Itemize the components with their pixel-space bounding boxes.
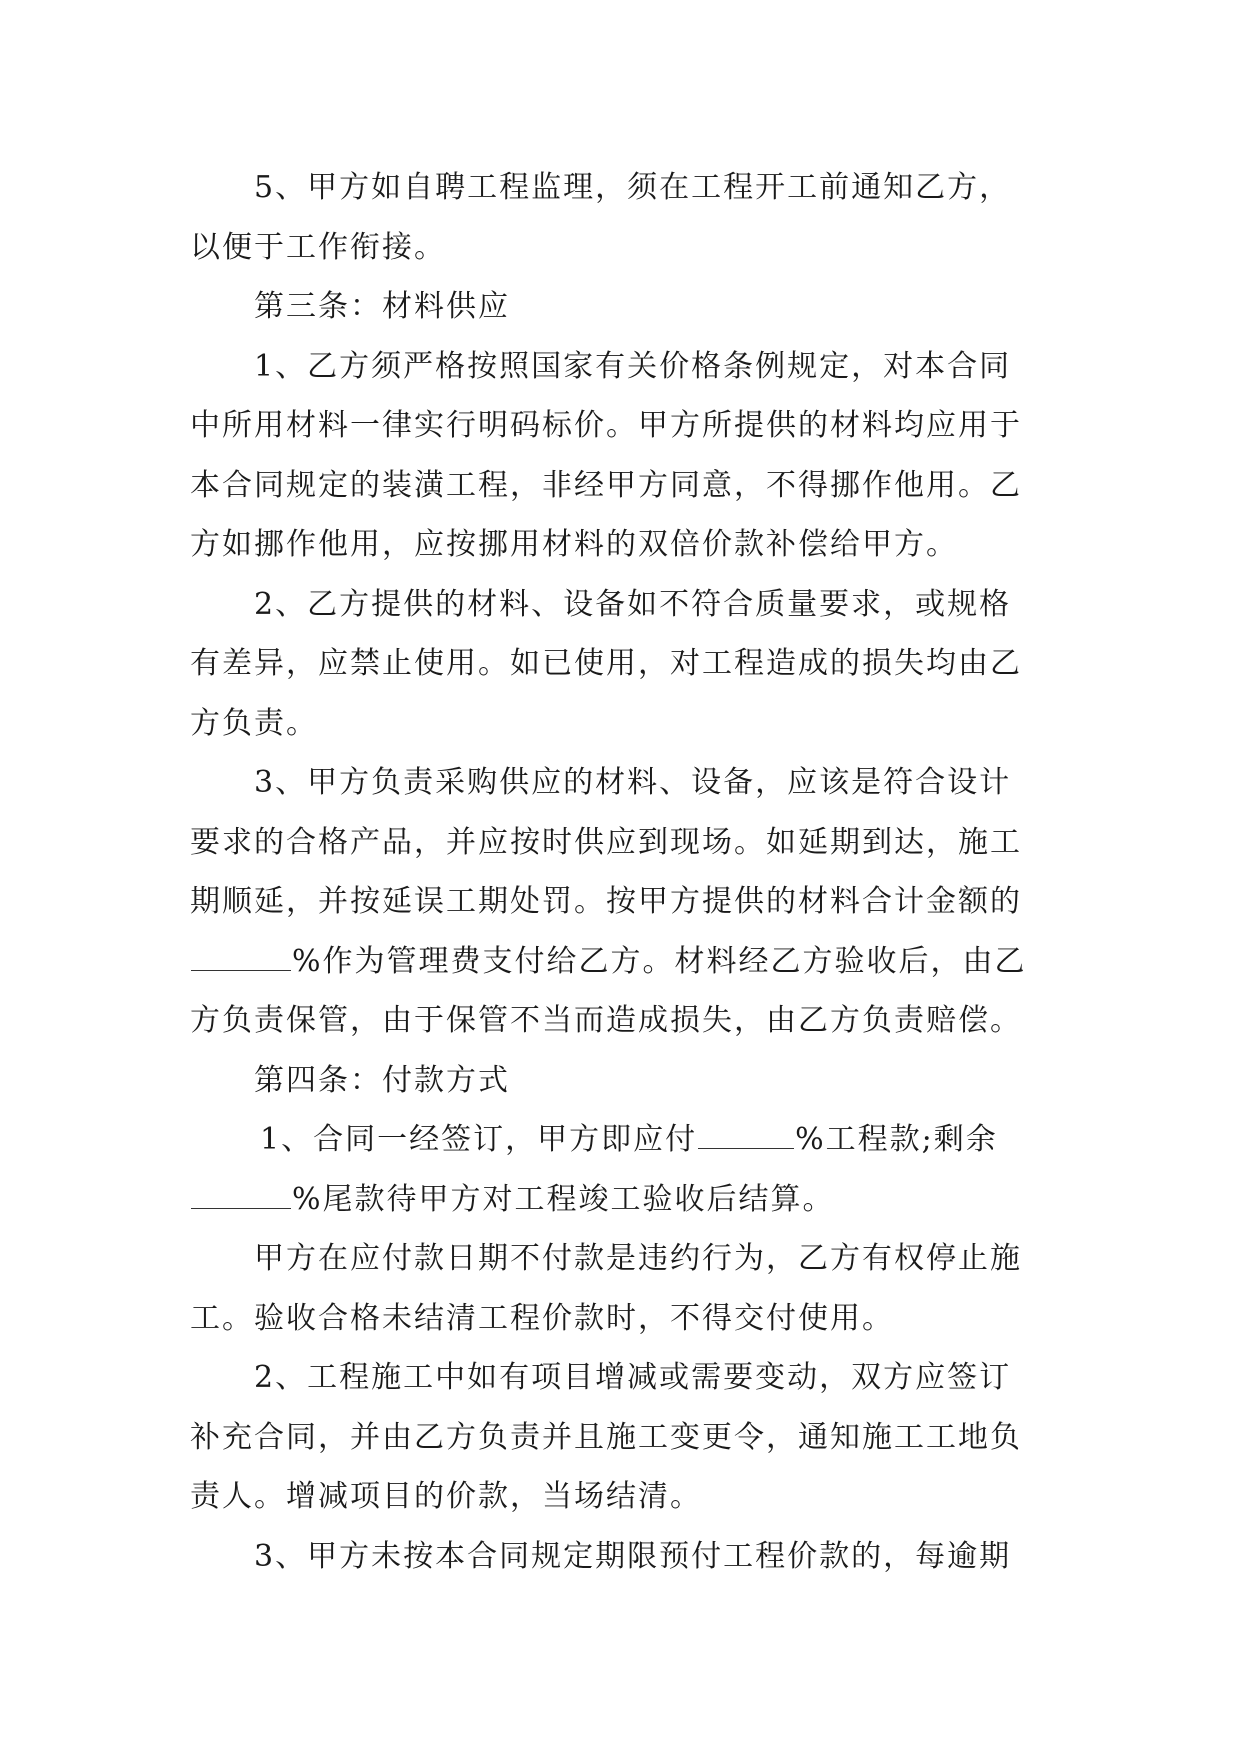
text-line: 以便于工作衔接。: [190, 229, 446, 265]
paragraph-clause-3-2: [190, 575, 1055, 754]
text-line: 中所用材料一律实行明码标价。甲方所提供的材料均应用于: [190, 408, 1022, 443]
heading-text: 第三条：材料供应: [254, 289, 510, 324]
text-line: 责人。增减项目的价款，当场结清。: [190, 1479, 702, 1514]
text-segment: 1、合同一经签订，甲方即应付: [260, 1122, 698, 1157]
text-segment: %工程款;剩余: [795, 1122, 998, 1157]
text-line: 工。验收合格未结清工程价款时，不得交付使用。: [190, 1300, 894, 1336]
text-line: 3、甲方负责采购供应的材料、设备，应该是符合设计: [254, 765, 1012, 800]
text-segment: %作为管理费支付给乙方。材料经乙方验收后，由乙: [292, 943, 1027, 979]
paragraph-clause-3-3: [190, 753, 1055, 1051]
text-line: 2、乙方提供的材料、设备如不符合质量要求，或规格: [254, 586, 1012, 622]
text-line: 要求的合格产品，并应按时供应到现场。如延期到达，施工: [190, 824, 1022, 860]
paragraph-clause-4-1: [190, 1110, 1055, 1229]
text-line: 5、甲方如自聘工程监理，须在工程开工前通知乙方，: [254, 170, 1012, 205]
heading-text: 第四条：付款方式: [254, 1062, 510, 1098]
section-heading-article-3: [190, 277, 1055, 337]
document-body: [190, 158, 1055, 1586]
text-line: 本合同规定的装潢工程，非经甲方同意，不得挪作他用。乙: [190, 467, 1022, 503]
text-line: 期顺延，并按延误工期处罚。按甲方提供的材料合计金额的: [190, 884, 1022, 919]
text-line: 1、乙方须严格按照国家有关价格条例规定，对本合同: [254, 348, 1012, 384]
paragraph-clause-4-2: [190, 1348, 1055, 1527]
fill-in-blank: [191, 1184, 291, 1209]
text-line: 方负责。: [190, 705, 318, 741]
paragraph-payment-default: [190, 1229, 1055, 1348]
text-line: [190, 1170, 1055, 1230]
paragraph-clause-2-5: [190, 158, 1055, 277]
section-heading-article-4: [190, 1051, 1055, 1111]
text-line: 补充合同，并由乙方负责并且施工变更令，通知施工工地负: [190, 1419, 1022, 1455]
text-line: 甲方在应付款日期不付款是违约行为，乙方有权停止施: [254, 1241, 1022, 1276]
text-line: 方如挪作他用，应按挪用材料的双倍价款补偿给甲方。: [190, 527, 958, 562]
text-line: 3、甲方未按本合同规定期限预付工程价款的，每逾期: [254, 1538, 1012, 1574]
text-line: 2、工程施工中如有项目增减或需要变动，双方应签订: [254, 1360, 1012, 1395]
fill-in-blank: [191, 946, 291, 971]
text-line: 方负责保管，由于保管不当而造成损失，由乙方负责赔偿。: [190, 1003, 1022, 1038]
text-line: 有差异，应禁止使用。如已使用，对工程造成的损失均由乙: [190, 646, 1022, 681]
paragraph-clause-3-1: [190, 337, 1055, 575]
paragraph-clause-4-3: [190, 1527, 1055, 1587]
text-line: [190, 1110, 1055, 1170]
text-segment: %尾款待甲方对工程竣工验收后结算。: [292, 1181, 835, 1217]
fill-in-blank: [698, 1124, 794, 1149]
text-line: [190, 932, 1055, 992]
